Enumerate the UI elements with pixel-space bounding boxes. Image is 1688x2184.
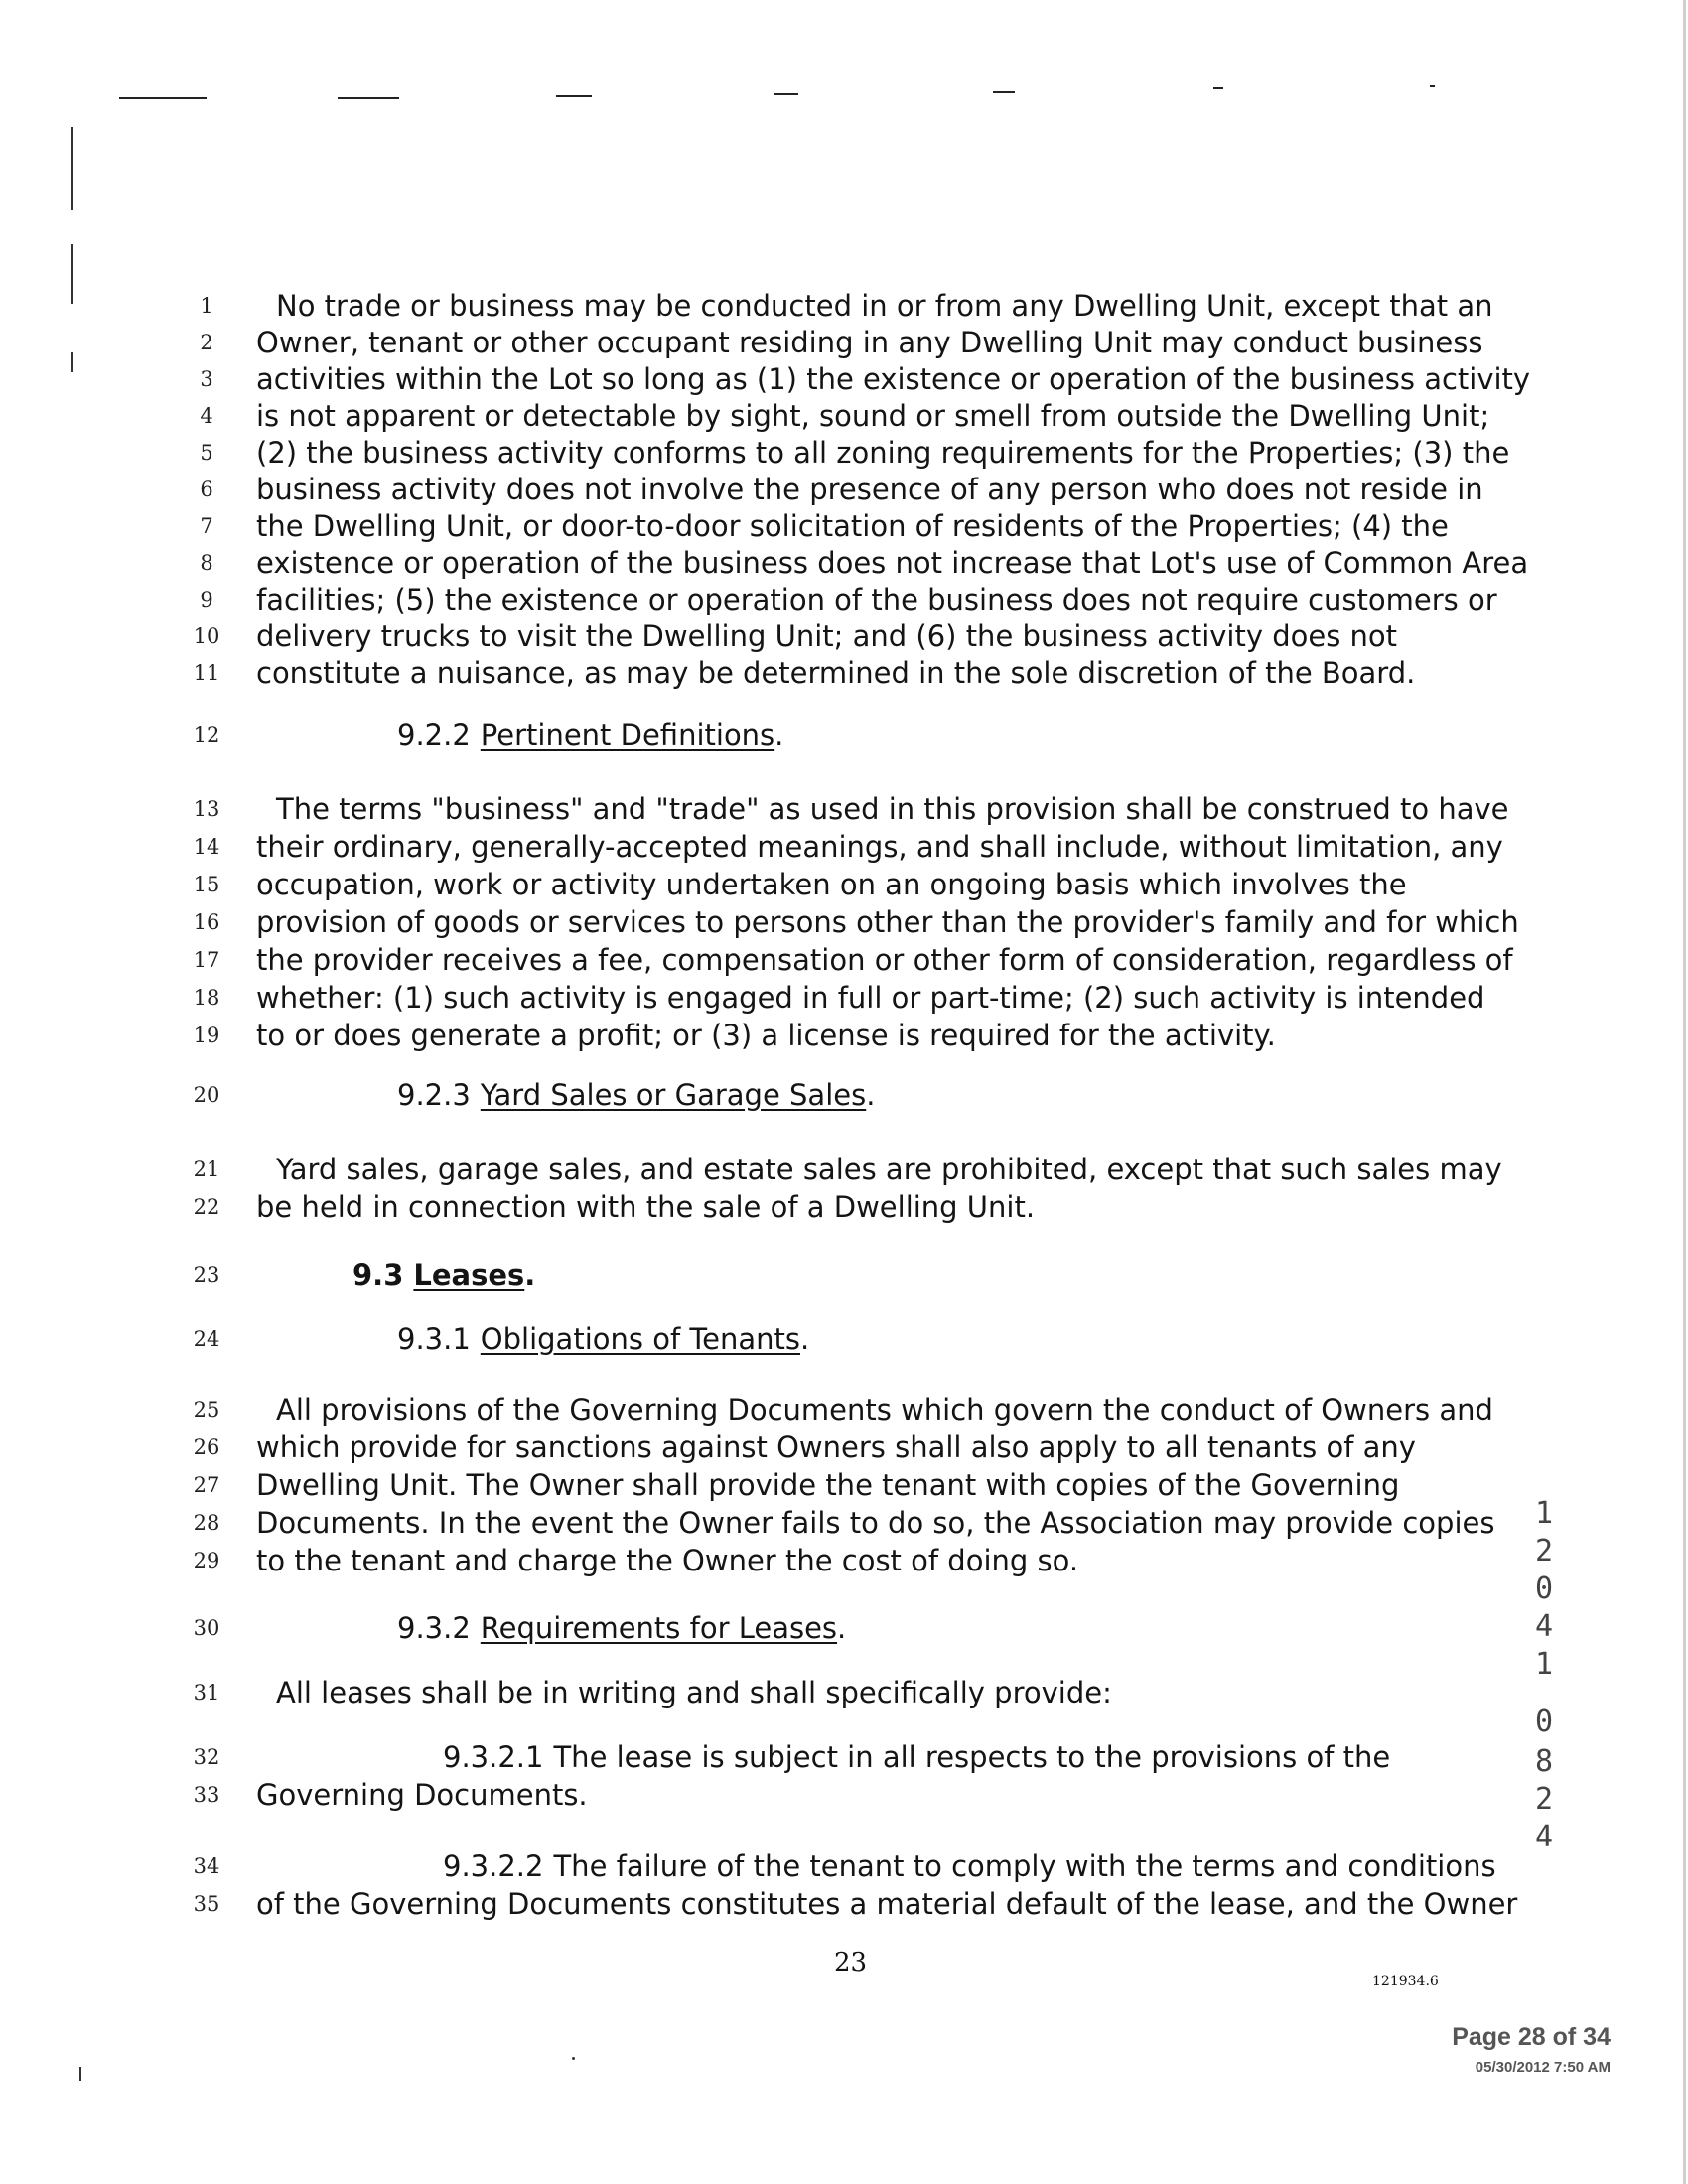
body-text: facilities; (5) the existence or operation of the business does not require customers or bbox=[256, 583, 1497, 616]
line-text bbox=[256, 359, 1531, 399]
line-text bbox=[256, 543, 1529, 583]
document-line bbox=[0, 1465, 1688, 1505]
document-line bbox=[0, 1150, 1688, 1189]
line-text bbox=[276, 789, 1509, 829]
stamp-character: 2 bbox=[1534, 1782, 1554, 1817]
scan-mark bbox=[556, 95, 592, 97]
body-text: All leases shall be in writing and shall specifically provide: bbox=[276, 1676, 1112, 1709]
section-heading: Requirements for Leases bbox=[480, 1611, 838, 1645]
line-text bbox=[352, 1255, 1410, 1295]
document-line bbox=[0, 1255, 1688, 1295]
body-text: (2) the business activity conforms to all zoning requirements for the Properties; (3) the bbox=[256, 436, 1510, 470]
document-line bbox=[0, 580, 1688, 619]
line-number: 21 bbox=[193, 1158, 220, 1181]
body-text: The lease is subject in all respects to the provisions of the bbox=[553, 1740, 1391, 1774]
line-text bbox=[256, 616, 1410, 656]
line-number: 16 bbox=[193, 910, 220, 934]
document-line bbox=[0, 1503, 1688, 1543]
line-number: 2 bbox=[200, 331, 213, 354]
section-heading: Leases bbox=[413, 1258, 525, 1292]
heading-punctuation: . bbox=[524, 1258, 536, 1292]
line-text bbox=[256, 940, 1513, 980]
body-text: to the tenant and charge the Owner the cost of doing so. bbox=[256, 1544, 1079, 1577]
line-text bbox=[397, 1608, 1410, 1648]
line-number: 31 bbox=[193, 1681, 220, 1705]
document-line bbox=[0, 1673, 1688, 1712]
line-number: 6 bbox=[200, 478, 213, 501]
line-number: 1 bbox=[200, 294, 213, 318]
document-line bbox=[0, 1884, 1688, 1924]
heading-punctuation: . bbox=[866, 1078, 876, 1112]
line-text bbox=[256, 978, 1485, 1018]
line-text bbox=[256, 1503, 1495, 1543]
heading-punctuation: . bbox=[774, 718, 784, 751]
body-text: Owner, tenant or other occupant residing in any Dwelling Unit may conduct business bbox=[256, 326, 1483, 359]
document-line bbox=[0, 1775, 1688, 1815]
body-text: All provisions of the Governing Documents which govern the conduct of Owners and bbox=[276, 1393, 1493, 1427]
heading-punctuation: . bbox=[837, 1611, 847, 1645]
line-number: 24 bbox=[193, 1327, 220, 1351]
line-number: 19 bbox=[193, 1024, 220, 1047]
line-number: 3 bbox=[200, 367, 213, 391]
document-line bbox=[0, 543, 1688, 583]
document-line bbox=[0, 286, 1688, 326]
line-text bbox=[397, 1075, 1410, 1115]
line-number: 29 bbox=[193, 1549, 220, 1572]
stamp-character: 1 bbox=[1534, 1496, 1554, 1531]
line-text bbox=[443, 1846, 1496, 1886]
line-text bbox=[256, 433, 1510, 473]
line-number: 28 bbox=[193, 1511, 220, 1535]
document-line bbox=[0, 1016, 1688, 1055]
section-heading: Pertinent Definitions bbox=[480, 718, 775, 751]
document-line bbox=[0, 323, 1688, 362]
line-number: 17 bbox=[193, 948, 220, 972]
line-number: 23 bbox=[193, 1263, 220, 1287]
document-line bbox=[0, 1075, 1688, 1115]
body-text: existence or operation of the business does not increase that Lot's use of Common Area bbox=[256, 546, 1529, 580]
line-text bbox=[256, 1884, 1518, 1924]
stamp-character: 8 bbox=[1534, 1744, 1554, 1779]
line-text bbox=[256, 653, 1416, 693]
body-text: be held in connection with the sale of a Dwelling Unit. bbox=[256, 1190, 1036, 1224]
scan-mark bbox=[572, 2057, 575, 2060]
section-number: 9.2.2 bbox=[397, 718, 471, 751]
line-text bbox=[256, 396, 1490, 436]
body-text: Documents. In the event the Owner fails to do so, the Association may provide copies bbox=[256, 1506, 1495, 1540]
body-text: Governing Documents. bbox=[256, 1778, 588, 1812]
section-number: 9.2.3 bbox=[397, 1078, 471, 1112]
line-number: 4 bbox=[200, 404, 213, 428]
body-text: No trade or business may be conducted in or from any Dwelling Unit, except that an bbox=[276, 289, 1493, 323]
section-number: 9.3.2.1 bbox=[443, 1740, 544, 1774]
section-heading: Yard Sales or Garage Sales bbox=[480, 1078, 867, 1112]
document-line bbox=[0, 1737, 1688, 1777]
line-number: 15 bbox=[193, 873, 220, 896]
scan-mark bbox=[119, 97, 207, 99]
line-text bbox=[443, 1737, 1410, 1777]
document-line bbox=[0, 616, 1688, 656]
line-text bbox=[276, 1150, 1502, 1189]
line-text bbox=[256, 865, 1410, 904]
body-text: business activity does not involve the presence of any person who does not reside in bbox=[256, 473, 1483, 506]
line-number: 8 bbox=[200, 551, 213, 575]
scan-mark bbox=[338, 97, 399, 99]
document-line bbox=[0, 1608, 1688, 1648]
scan-mark bbox=[1430, 85, 1435, 87]
line-text bbox=[256, 1465, 1410, 1505]
document-line bbox=[0, 902, 1688, 942]
document-line bbox=[0, 359, 1688, 399]
line-number: 25 bbox=[193, 1398, 220, 1422]
line-number: 18 bbox=[193, 986, 220, 1010]
stamp-character: 4 bbox=[1534, 1609, 1554, 1644]
body-text: of the Governing Documents constitutes a material default of the lease, and the Owner bbox=[256, 1887, 1518, 1921]
body-text: Yard sales, garage sales, and estate sales are prohibited, except that such sales may bbox=[276, 1153, 1502, 1186]
line-number: 5 bbox=[200, 441, 213, 465]
document-id: 121934.6 bbox=[1372, 1974, 1439, 1989]
body-text: The terms "business" and "trade" as used in this provision shall be construed to have bbox=[276, 792, 1509, 826]
scan-mark bbox=[71, 127, 73, 210]
line-number: 7 bbox=[200, 514, 213, 538]
section-heading: Obligations of Tenants bbox=[480, 1322, 801, 1356]
document-line bbox=[0, 715, 1688, 754]
line-number: 20 bbox=[193, 1083, 220, 1107]
line-number: 34 bbox=[193, 1854, 220, 1878]
document-line bbox=[0, 827, 1688, 867]
line-text bbox=[397, 715, 1410, 754]
line-text bbox=[256, 1775, 1410, 1815]
body-text: which provide for sanctions against Owners shall also apply to all tenants of any bbox=[256, 1431, 1416, 1464]
stamp-character: 4 bbox=[1534, 1820, 1554, 1854]
document-line bbox=[0, 1319, 1688, 1359]
body-text: The failure of the tenant to comply with the terms and conditions bbox=[553, 1849, 1496, 1883]
heading-punctuation: . bbox=[800, 1322, 810, 1356]
line-number: 22 bbox=[193, 1195, 220, 1219]
document-line bbox=[0, 1187, 1688, 1227]
document-line bbox=[0, 789, 1688, 829]
line-number: 26 bbox=[193, 1435, 220, 1459]
document-line bbox=[0, 1541, 1688, 1580]
document-line bbox=[0, 1846, 1688, 1886]
body-text: constitute a nuisance, as may be determined in the sole discretion of the Board. bbox=[256, 656, 1416, 690]
line-text bbox=[256, 902, 1519, 942]
document-line bbox=[0, 433, 1688, 473]
body-text: delivery trucks to visit the Dwelling Unit; and (6) the business activity does not bbox=[256, 619, 1398, 653]
scan-mark bbox=[1213, 87, 1223, 89]
body-text: the provider receives a fee, compensation or other form of consideration, regardless of bbox=[256, 943, 1513, 977]
document-line bbox=[0, 1428, 1688, 1467]
body-text: to or does generate a profit; or (3) a license is required for the activity. bbox=[256, 1019, 1276, 1052]
stamp-character: 0 bbox=[1534, 1705, 1554, 1739]
document-line bbox=[0, 865, 1688, 904]
line-text bbox=[256, 506, 1449, 546]
body-text: their ordinary, generally-accepted meanings, and shall include, without limitation, any bbox=[256, 830, 1503, 864]
line-number: 14 bbox=[193, 835, 220, 859]
line-number: 11 bbox=[193, 661, 220, 685]
stamp-character: 2 bbox=[1534, 1534, 1554, 1569]
line-text bbox=[256, 1541, 1410, 1580]
line-number: 33 bbox=[193, 1783, 220, 1807]
line-number: 9 bbox=[200, 588, 213, 612]
line-text bbox=[276, 1390, 1493, 1430]
document-line bbox=[0, 653, 1688, 693]
body-text: provision of goods or services to persons other than the provider's family and for which bbox=[256, 905, 1519, 939]
stamp-character: 0 bbox=[1534, 1571, 1554, 1606]
line-number: 13 bbox=[193, 797, 220, 821]
stamp-character: 1 bbox=[1534, 1647, 1554, 1682]
line-number: 32 bbox=[193, 1745, 220, 1769]
footer-page-label: Page 28 of 34 bbox=[1452, 2023, 1611, 2051]
line-number: 12 bbox=[193, 723, 220, 747]
line-number: 35 bbox=[193, 1892, 220, 1916]
page-number: 23 bbox=[834, 1948, 868, 1978]
body-text: activities within the Lot so long as (1) the existence or operation of the business activity bbox=[256, 362, 1531, 396]
body-text: occupation, work or activity undertaken on an ongoing basis which involves the bbox=[256, 868, 1407, 901]
line-text bbox=[397, 1319, 1410, 1359]
line-text bbox=[256, 827, 1503, 867]
body-text: Dwelling Unit. The Owner shall provide the tenant with copies of the Governing bbox=[256, 1468, 1400, 1502]
document-line bbox=[0, 940, 1688, 980]
document-line bbox=[0, 506, 1688, 546]
line-text bbox=[256, 323, 1483, 362]
scan-mark bbox=[774, 93, 798, 95]
document-line bbox=[0, 978, 1688, 1018]
document-line bbox=[0, 470, 1688, 509]
line-text bbox=[256, 580, 1497, 619]
line-text bbox=[256, 1016, 1410, 1055]
line-text bbox=[256, 470, 1483, 509]
line-text bbox=[276, 286, 1493, 326]
line-text bbox=[276, 1673, 1410, 1712]
line-number: 30 bbox=[193, 1616, 220, 1640]
line-number: 27 bbox=[193, 1473, 220, 1497]
line-text bbox=[256, 1187, 1410, 1227]
section-number: 9.3.1 bbox=[397, 1322, 471, 1356]
section-number: 9.3.2 bbox=[397, 1611, 471, 1645]
body-text: is not apparent or detectable by sight, sound or smell from outside the Dwelling Unit; bbox=[256, 399, 1490, 433]
section-number: 9.3.2.2 bbox=[443, 1849, 544, 1883]
line-number: 10 bbox=[193, 624, 220, 648]
body-text: whether: (1) such activity is engaged in full or part-time; (2) such activity is intended bbox=[256, 981, 1485, 1015]
document-line bbox=[0, 396, 1688, 436]
document-line bbox=[0, 1390, 1688, 1430]
section-number: 9.3 bbox=[352, 1258, 404, 1292]
footer-timestamp: 05/30/2012 7:50 AM bbox=[1475, 2059, 1611, 2076]
line-text bbox=[256, 1428, 1416, 1467]
body-text: the Dwelling Unit, or door-to-door solicitation of residents of the Properties; (4) the bbox=[256, 509, 1449, 543]
scan-mark bbox=[993, 91, 1015, 93]
scan-mark bbox=[79, 2067, 81, 2081]
